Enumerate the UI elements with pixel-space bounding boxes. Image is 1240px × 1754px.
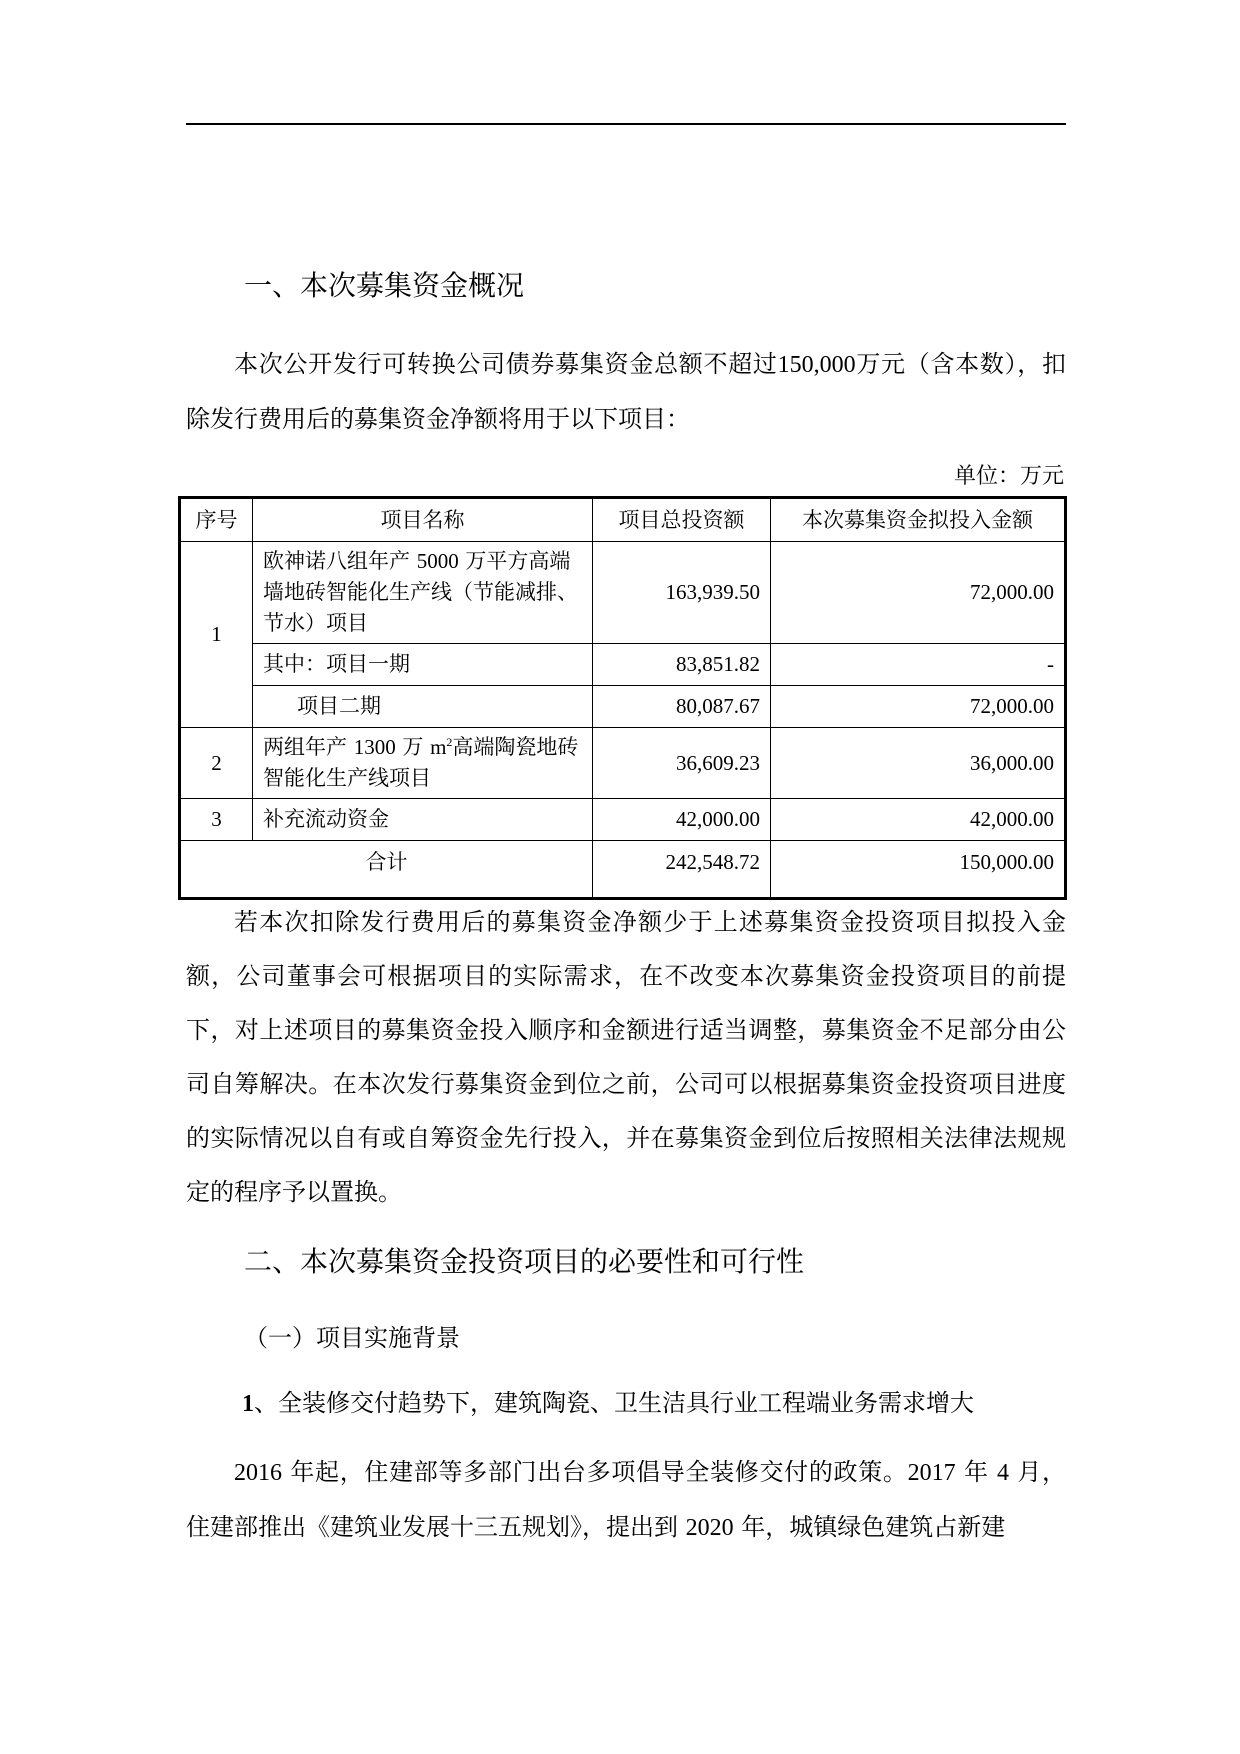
project-name: 补充流动资金 [253, 799, 593, 841]
header-cell: 项目名称 [253, 498, 593, 542]
raised-investment: 72,000.00 [771, 542, 1066, 644]
total-investment: 163,939.50 [593, 542, 771, 644]
sum-label: 合计 [180, 841, 593, 899]
body-paragraph: 若本次扣除发行费用后的募集资金净额少于上述募集资金投资项目拟投入金额，公司董事会可根据项目的实际需求，在不改变本次募集资金投资项目的前提下，对上述项目的募集资金投入顺序和金额进行适当调整，募集资金不足部分由公司自筹解决。在本次发行募集资金到位之前，公司可以根据募集资金投资项目进度的实际情况以自有或自筹资金先行投入，并在募集资金到位后按照相关法律法规规定的程序予以置换。 [186, 908, 1066, 1206]
table-sum-row [180, 841, 1066, 899]
raised-investment: 36,000.00 [771, 728, 1066, 799]
project-name: 项目二期 [253, 686, 593, 728]
row-number: 1 [180, 542, 253, 728]
total-investment: 42,000.00 [593, 799, 771, 841]
section1-heading: 一、本次募集资金概况 [244, 269, 525, 302]
header-cell: 本次募集资金拟投入金额 [771, 498, 1066, 542]
section1-intro: 本次公开发行可转换公司债券募集资金总额不超过150,000万元（含本数），扣除发行费用后的募集资金净额将用于以下项目： [186, 350, 1067, 433]
table-row [180, 728, 1066, 799]
project-name: 其中：项目一期 [253, 644, 593, 686]
header-cell: 序号 [180, 498, 253, 542]
total-investment: 83,851.82 [593, 644, 771, 686]
header-rule [186, 123, 1066, 125]
row-number: 2 [180, 728, 253, 799]
fund-allocation-table [178, 496, 1067, 900]
table-row [180, 799, 1066, 841]
table-header-row [180, 498, 1066, 542]
body-paragraph: 2016 年起，住建部等多部门出台多项倡导全装修交付的政策。2017 年 4 月，住建部推出《建筑业发展十三五规划》，提出到 2020 年，城镇绿色建筑占新建 [186, 1458, 1067, 1541]
raised-investment: 42,000.00 [771, 799, 1066, 841]
table-row [180, 686, 1066, 728]
total-investment: 80,087.67 [593, 686, 771, 728]
section2-heading: 二、本次募集资金投资项目的必要性和可行性 [244, 1245, 805, 1278]
row-number: 3 [180, 799, 253, 841]
raised-investment: 72,000.00 [771, 686, 1066, 728]
total-investment: 36,609.23 [593, 728, 771, 799]
table-unit: 单位：万元 [953, 464, 1064, 489]
subsection-heading: （一）项目实施背景 [244, 1324, 460, 1352]
header-cell: 项目总投资额 [593, 498, 771, 542]
table-row [180, 542, 1066, 644]
project-name: 欧神诺八组年产 5000 万平方高端墙地砖智能化生产线（节能减排、节水）项目 [253, 542, 593, 644]
point-heading: 1、全装修交付趋势下，建筑陶瓷、卫生洁具行业工程端业务需求增大 [242, 1389, 974, 1417]
project-name: 两组年产 1300 万 $m^2$高端陶瓷地砖智能化生产线项目 [253, 728, 593, 799]
table-row [180, 644, 1066, 686]
raised-investment: - [771, 644, 1066, 686]
sum-raise: 150,000.00 [771, 841, 1066, 899]
sum-total: 242,548.72 [593, 841, 771, 899]
